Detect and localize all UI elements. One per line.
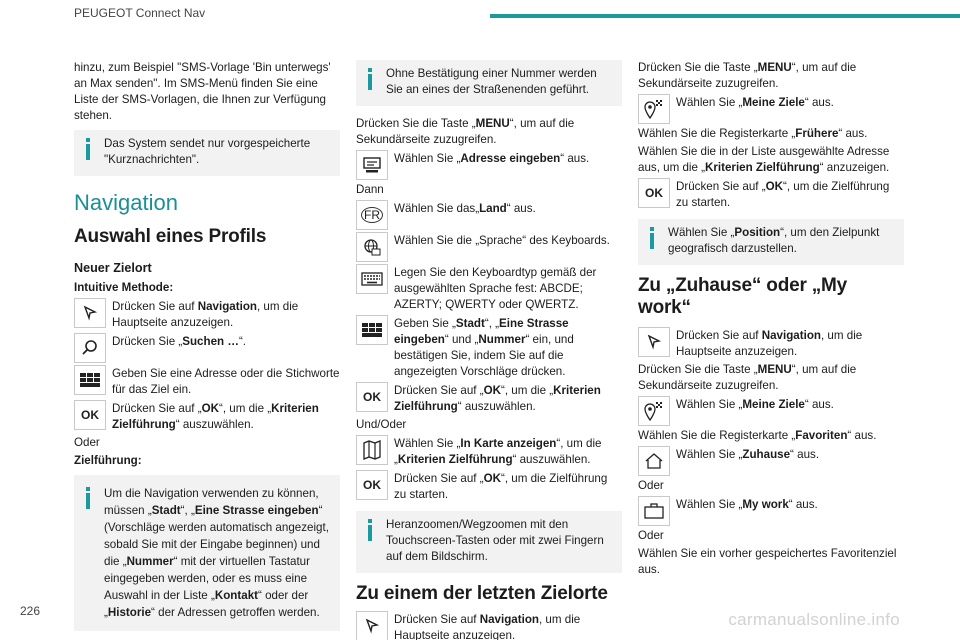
step-ok-criteria: OK Drücken Sie auf „OK“, um die „Kriterien Zielführung“ auszuwählen. (356, 382, 622, 415)
step-ok: OK Drücken Sie auf „OK“, um die „Kriterien Zielführung“ auszuwählen. (74, 400, 340, 433)
step-keyboard-type: Legen Sie den Keyboardtyp gemäß der ausgewählten Sprache fest: ABCDE; AZERTY; QWERTY oder QWERTZ. (356, 264, 622, 313)
select-address-instruction: Wählen Sie die in der Liste ausgewählte Adresse aus, um die „Kriterien Zielführung“ anzuzeigen. (638, 145, 890, 174)
step-navigation-recent: Drücken Sie auf Navigation, um die Hauptseite anzuzeigen. (356, 611, 622, 640)
info-box-predefined-messages (74, 130, 340, 176)
navigation-arrow-icon (638, 327, 670, 357)
heading-recent-destinations: Zu einem der letzten Zielorte (356, 583, 608, 604)
info-icon (364, 68, 376, 92)
step-my-work: Wählen Sie „My work“ aus. (638, 496, 904, 526)
keyboard-icon (356, 264, 388, 294)
language-icon (356, 232, 388, 262)
ok-button-icon: OK (74, 400, 106, 430)
info-box-zoom: Heranzoomen/Wegzoomen mit den Touchscreen-Tasten oder mit zwei Fingern auf dem Bildschirm. (356, 511, 622, 573)
favorite-final-instruction: Wählen Sie ein vorher gespeichertes Favoritenziel aus. (638, 547, 897, 576)
tab-favorites-instruction: Wählen Sie die Registerkarte „Favoriten“ aus. (638, 429, 877, 442)
step-language: Wählen Sie die „Sprache“ des Keyboards. (356, 232, 622, 262)
dann-label: Dann (356, 183, 384, 196)
intuitive-method-label: Intuitive Methode: (74, 281, 174, 294)
info-icon (82, 487, 94, 511)
info-box-position: Wählen Sie „Position“, um den Zielpunkt geografisch darzustellen. (638, 219, 904, 265)
heading-new-destination: Neuer Zielort (74, 261, 152, 275)
oder-label-1: Oder (638, 479, 664, 492)
column-3 (638, 60, 904, 580)
ok-button-icon: OK (638, 178, 670, 208)
my-destinations-icon (638, 94, 670, 124)
info-icon (646, 227, 658, 251)
heading-home-work: Zu „Zuhause“ oder „My work“ (638, 275, 848, 318)
column-1 (74, 60, 340, 640)
header-accent-bar (490, 14, 960, 18)
step-country: FR Wählen Sie das„Land“ aus. (356, 200, 622, 230)
step-my-destinations: Wählen Sie „Meine Ziele“ aus. (638, 94, 904, 124)
menu-instruction: Drücken Sie die Taste „MENU“, um auf die Sekundärseite zuzugreifen. (638, 61, 857, 90)
menu-instruction: Drücken Sie die Taste „MENU“, um auf die Sekundärseite zuzugreifen. (356, 117, 575, 146)
ok-button-icon: OK (356, 382, 388, 412)
step-navigation: Drücken Sie auf Navigation, um die Hauptseite anzuzeigen. (74, 298, 340, 331)
info-icon (364, 519, 376, 543)
home-icon (638, 446, 670, 476)
map-icon (356, 435, 388, 465)
guidance-label: Zielführung: (74, 454, 142, 467)
step-navigation-home: Drücken Sie auf Navigation, um die Hauptseite anzuzeigen. (638, 327, 904, 360)
country-icon: FR (356, 200, 388, 230)
oder-label: Oder (74, 436, 100, 449)
intro-text: hinzu, zum Beispiel "SMS-Vorlage 'Bin unterwegs' an Max senden". Im SMS-Menü finden Sie eine Liste der SMS-Vorlagen, die Ihnen zur Verfügung stehen. (74, 61, 331, 122)
step-city-street: Geben Sie „Stadt“, „Eine Strasse eingeben“ und „Nummer“ ein, und bestätigen Sie, indem Sie auf die angezeigten Vorschläge drücken. (356, 315, 622, 380)
info-box-no-number: Ohne Bestätigung einer Nummer werden Sie an eines der Straßenenden geführt. (356, 60, 622, 106)
oder-label-2: Oder (638, 529, 664, 542)
my-destinations-icon (638, 396, 670, 426)
header-title: PEUGEOT Connect Nav (74, 6, 206, 20)
und-oder-label: Und/Oder (356, 418, 407, 431)
keyboard-icon (356, 315, 388, 345)
step-address-entry: Wählen Sie „Adresse eingeben“ aus. (356, 150, 622, 180)
briefcase-icon (638, 496, 670, 526)
info-box-navigation-requirements: Um die Navigation verwenden zu können, müssen „Stadt“, „Eine Strasse eingeben“ (Vorschläge werden automatisch angezeigt, sobald Sie mit der Eingabe beginnen) und die „Nummer“ mit der virtuellen Tastatur eingegeben werden, oder es muss eine Auswahl in der Liste „Kontakt“ oder der „Historie“ der Adressen getroffen werden. (74, 475, 340, 631)
search-icon (74, 333, 106, 363)
step-show-on-map: Wählen Sie „In Karte anzeigen“, um die „Kriterien Zielführung“ auszuwählen. (356, 435, 622, 468)
navigation-arrow-icon (356, 611, 388, 640)
step-my-destinations-2: Wählen Sie „Meine Ziele“ aus. (638, 396, 904, 426)
info-text: Das System sendet nur vorgespeicherte "Kurznachrichten". (104, 137, 311, 166)
address-entry-icon (356, 150, 388, 180)
heading-profile-selection: Auswahl eines Profils (74, 226, 267, 247)
menu-instruction-2: Drücken Sie die Taste „MENU“, um auf die Sekundärseite zuzugreifen. (638, 363, 857, 392)
step-enter-address: Geben Sie eine Adresse oder die Stichworte für das Ziel ein. (74, 365, 340, 398)
section-heading-navigation: Navigation (74, 190, 178, 215)
watermark: carmanualsonline.info (728, 610, 900, 629)
step-home: Wählen Sie „Zuhause“ aus. (638, 446, 904, 476)
step-search: Drücken Sie „Suchen …“. (74, 333, 340, 363)
column-2 (356, 60, 622, 640)
info-icon (82, 138, 94, 162)
keyboard-icon (74, 365, 106, 395)
step-ok-start: OK Drücken Sie auf „OK“, um die Zielführung zu starten. (638, 178, 904, 211)
step-start-guidance: OK Drücken Sie auf „OK“, um die Zielführung zu starten. (356, 470, 622, 503)
tab-earlier-instruction: Wählen Sie die Registerkarte „Frühere“ aus. (638, 127, 868, 140)
ok-button-icon: OK (356, 470, 388, 500)
navigation-arrow-icon (74, 298, 106, 328)
page-number: 226 (20, 604, 41, 618)
